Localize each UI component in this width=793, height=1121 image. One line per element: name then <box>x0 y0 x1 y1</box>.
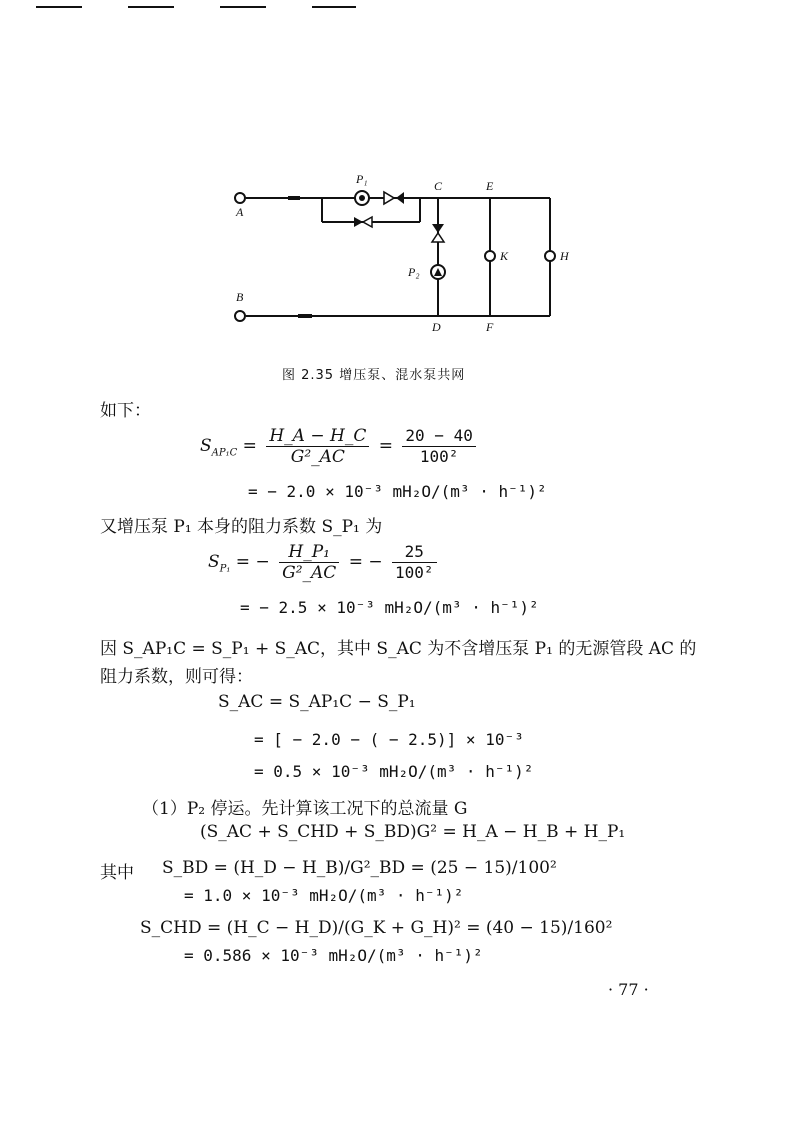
label-p2: P₂ <box>408 265 420 279</box>
top-rule-4 <box>312 6 356 8</box>
qizhong-label: 其中 <box>100 863 134 883</box>
equation-sp1-result: = − 2.5 × 10⁻³ mH₂O/(m³ · h⁻¹)² <box>240 598 539 617</box>
equation-sbd-line-2: = 1.0 × 10⁻³ mH₂O/(m³ · h⁻¹)² <box>184 886 464 905</box>
top-rule-3 <box>220 6 266 8</box>
label-d: D <box>432 320 441 334</box>
case-1-heading: （1）P₂ 停运。先计算该工况下的总流量 G <box>142 799 468 819</box>
sac-intro-line-2: 阻力系数，则可得： <box>100 667 253 687</box>
equation-sap1c-result: = − 2.0 × 10⁻³ mH₂O/(m³ · h⁻¹)² <box>248 482 547 501</box>
equation-sac-line-1: S_AC = S_AP₁C − S_P₁ <box>218 692 416 712</box>
node-b-terminal <box>235 311 245 321</box>
equation-schd-line-1: S_CHD = (H_C − H_D)/(G_K + G_H)² = (40 − 15)/160² <box>140 918 613 938</box>
top-rule-2 <box>128 6 174 8</box>
p1-intro-text: 又增压泵 P₁ 本身的阻力系数 S_P₁ 为 <box>100 517 383 537</box>
label-f: F <box>486 320 494 334</box>
intro-text: 如下： <box>100 401 151 421</box>
node-a-terminal <box>235 193 245 203</box>
figure-caption: 图 2.35 增压泵、混水泵共网 <box>282 368 466 383</box>
label-p1: P₁ <box>356 172 368 186</box>
top-rule-1 <box>36 6 82 8</box>
check-valve-icon <box>384 192 394 204</box>
label-b: B <box>236 290 244 304</box>
sac-intro-line-1: 因 S_AP₁C = S_P₁ + S_AC，其中 S_AC 为不含增压泵 P₁ 的无源管段 AC 的 <box>100 639 697 659</box>
label-h: H <box>560 249 569 263</box>
consumer-k-icon <box>485 251 495 261</box>
equation-sac-line-3: = 0.5 × 10⁻³ mH₂O/(m³ · h⁻¹)² <box>254 762 534 781</box>
equation-sap1c: $S_{AP_1C}$ = $\frac{H\_A - H\_C}{\text{G²\_AC}}$ = $\frac{20 - 40}{\text{100²}}$ <box>200 426 480 467</box>
label-e: E <box>486 179 494 193</box>
equation-sp1: $S_{P_1}$ = − $\frac{\text{H\_P₁}}{\text{G²\_AC}}$ = − $\frac{25}{\text{100²}}$ <box>208 542 441 583</box>
equation-sbd-line-1: S_BD = (H_D − H_B)/G²_BD = (25 − 15)/100² <box>162 858 557 878</box>
label-a: A <box>236 205 244 219</box>
equation-sac-line-2: = [ − 2.0 − ( − 2.5)] × 10⁻³ <box>254 730 524 749</box>
equation-total-flow: (S_AC + S_CHD + S_BD)G² = H_A − H_B + H_P₁ <box>200 822 626 842</box>
equation-schd-line-2: = 0.586 × 10⁻³ mH₂O/(m³ · h⁻¹)² <box>184 946 483 965</box>
label-k: K <box>500 249 509 263</box>
page-number: · 77 · <box>608 980 649 999</box>
label-c: C <box>434 179 443 193</box>
consumer-h-icon <box>545 251 555 261</box>
